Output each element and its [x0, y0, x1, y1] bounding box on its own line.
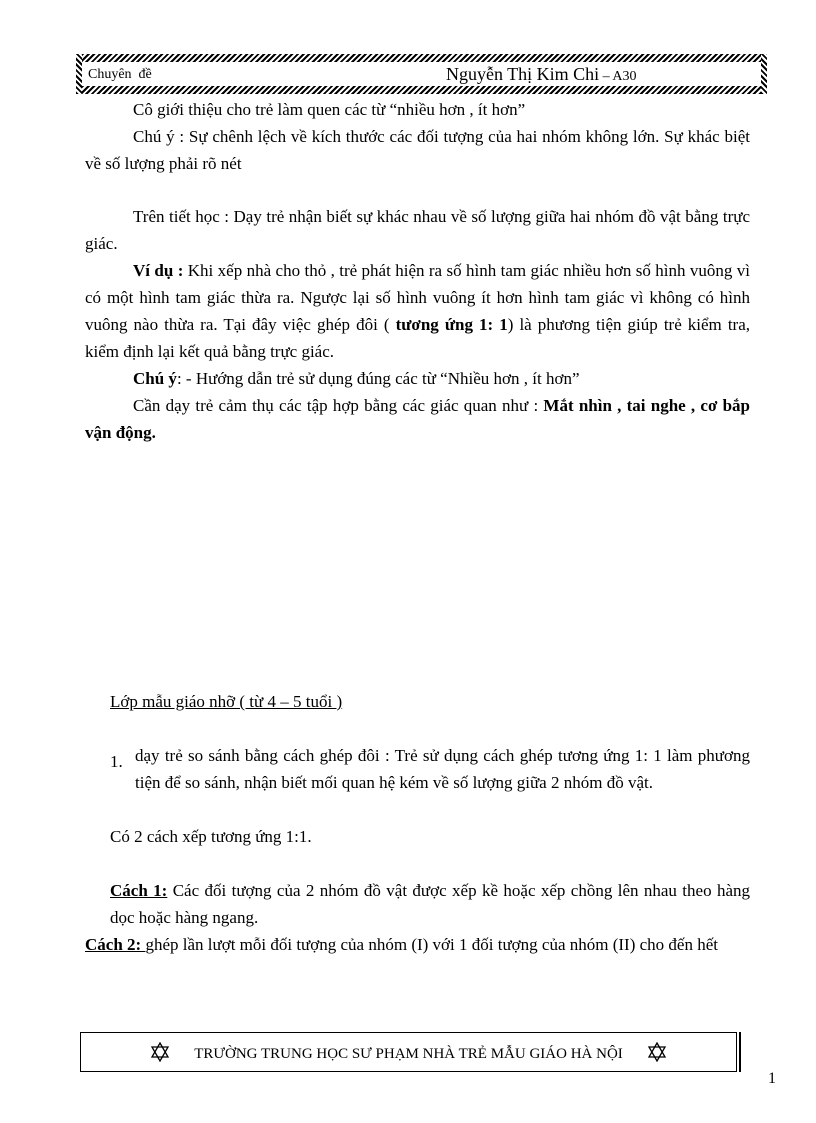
note-label: Chú ý — [133, 369, 177, 388]
paragraph-senses — [85, 392, 750, 446]
paragraph-note-words — [85, 365, 750, 392]
header-author-name: Nguyễn Thị Kim Chi — [446, 64, 600, 84]
header-border-bottom — [76, 86, 767, 94]
senses-text: Cần dạy trẻ cảm thụ các tập hợp bằng các giác quan như : — [133, 396, 544, 415]
header-author-suffix: – A30 — [599, 69, 637, 84]
example-text-2: ) là phương tiện giúp trẻ kiểm tra, kiểm định lại kết quả bằng trực giác. — [85, 315, 750, 361]
example-bold: tương ứng 1: 1 — [395, 315, 508, 334]
paragraph-method-1 — [110, 877, 750, 931]
method-2-label: Cách 2: — [85, 935, 146, 954]
method-1-text: Các đối tượng của 2 nhóm đồ vật được xếp kề hoặc xếp chồng lên nhau theo hàng dọc hoặc hàng ngang. — [110, 881, 750, 927]
numbered-item — [110, 742, 750, 796]
footer-school-name: TRƯỜNG TRUNG HỌC SƯ PHẠM NHÀ TRẺ MẪU GIÁO HÀ NỘI — [194, 1046, 623, 1062]
section-title: Lớp mẫu giáo nhỡ ( từ 4 – 5 tuổi ) — [110, 692, 343, 711]
item-text: dạy trẻ so sánh bằng cách ghép đôi : Trẻ sử dụng cách ghép tương ứng 1: 1 làm phương tiện để so sánh, nhận biết mối quan hệ kém về số lượng giữa 2 nhóm đồ vật. — [135, 746, 750, 792]
header-topic-label: Chuyên đề — [88, 67, 152, 82]
header-border-top — [76, 54, 767, 62]
star-of-david-icon — [150, 1042, 170, 1062]
senses-bold: Mắt nhìn , tai nghe , cơ bắp vận động. — [85, 396, 750, 442]
page-header — [76, 54, 767, 94]
paragraph-example — [85, 257, 750, 365]
paragraph-intro: Cô giới thiệu cho trẻ làm quen các từ “nhiều hơn , ít hơn” — [133, 100, 526, 119]
paragraph-two-ways: Có 2 cách xếp tương ứng 1:1. — [110, 827, 312, 846]
header-border-right — [761, 54, 767, 94]
example-text-1: Khi xếp nhà cho thỏ , trẻ phát hiện ra số hình tam giác nhiều hơn số hình vuông vì có một hình tam giác thừa ra. Ngược lại số hình vuông ít hơn hình tam giác vì không có hình vuông nào thừa ra. Tại đây việc ghép đôi ( — [85, 261, 750, 334]
header-border-left — [76, 54, 82, 94]
example-label: Ví dụ : — [133, 261, 184, 280]
paragraph-method-2 — [85, 931, 750, 958]
method-2-text: ghép lần lượt mỗi đối tượng của nhóm (I) với 1 đối tượng của nhóm (II) cho đến hết — [145, 935, 718, 954]
item-number: 1. — [110, 752, 123, 771]
method-1-label: Cách 1: — [110, 881, 168, 900]
star-of-david-icon — [647, 1042, 667, 1062]
header-author — [446, 64, 637, 85]
page-footer — [80, 1032, 737, 1072]
paragraph-lesson: Trên tiết học : Dạy trẻ nhận biết sự khác nhau về số lượng giữa hai nhóm đồ vật bằng trực giác. — [85, 207, 750, 253]
note-text: : - Hướng dẫn trẻ sử dụng đúng các từ “Nhiều hơn , ít hơn” — [176, 369, 580, 388]
page-number: 1 — [768, 1070, 776, 1087]
paragraph-note-size: Chú ý : Sự chênh lệch về kích thước các đối tượng của hai nhóm không lớn. Sự khác biệt về số lượng phải rõ nét — [85, 127, 750, 173]
